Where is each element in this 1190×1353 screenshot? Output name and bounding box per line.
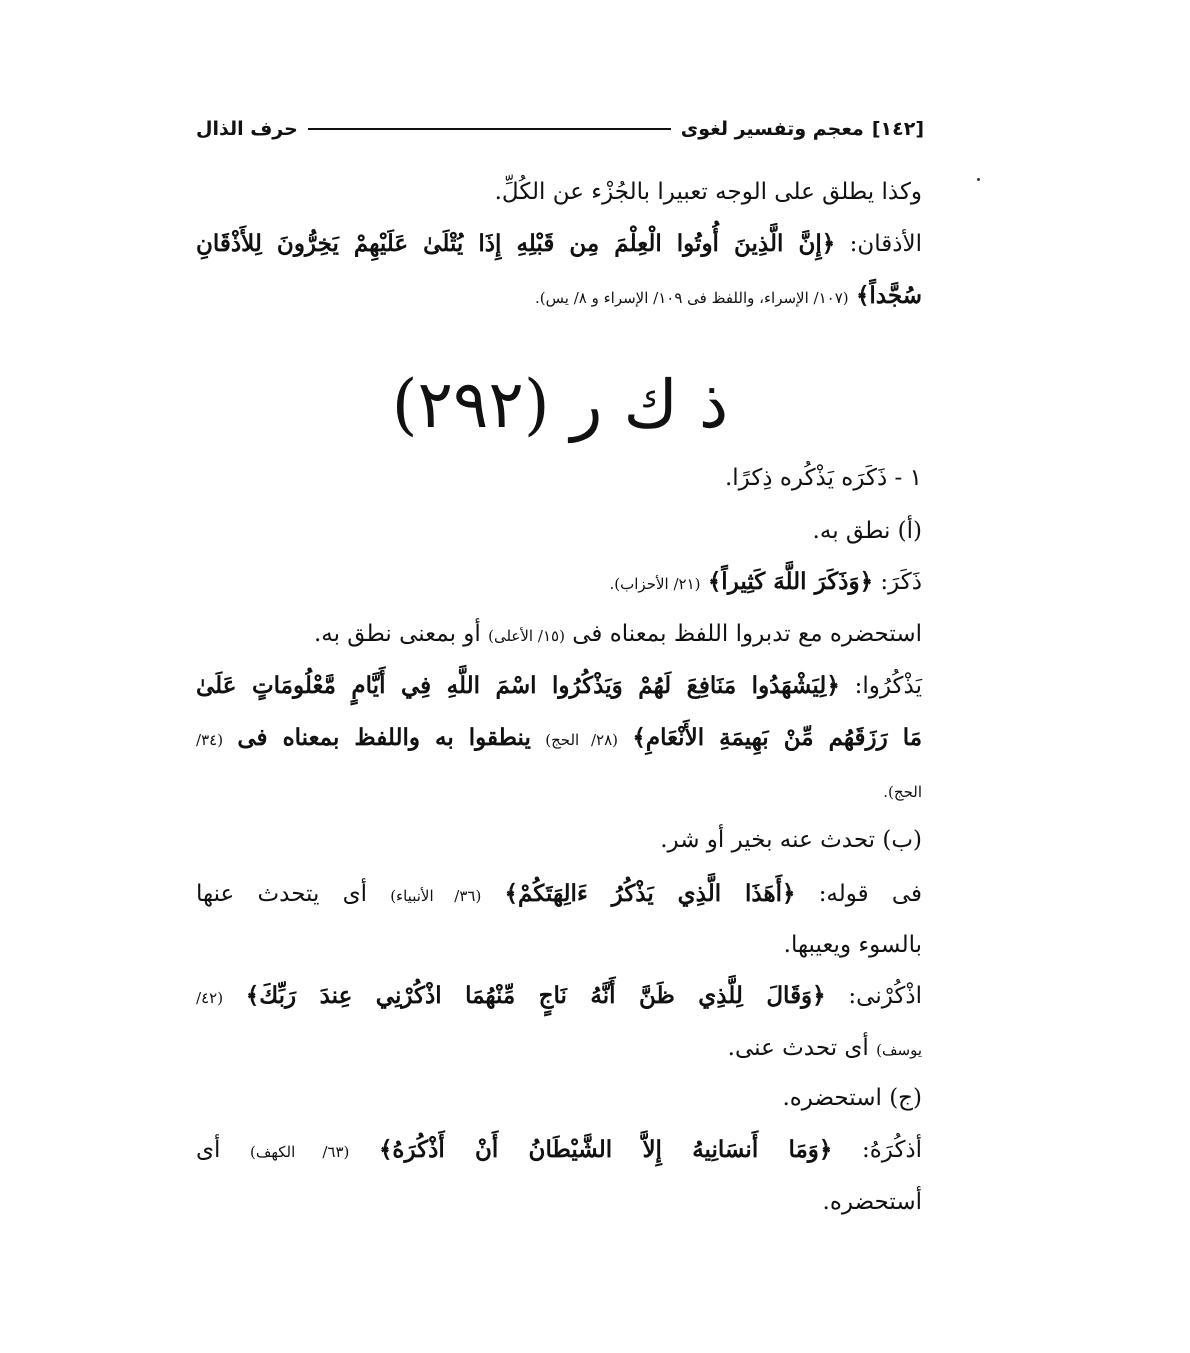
fi-qawlihi: فى قوله:	[818, 881, 923, 907]
scan-speck	[977, 178, 980, 181]
yadhkuru-quote: ﴿لِيَشْهَدُوا مَنَافِعَ لَهُمْ وَيَذْكُرُوا اسْمَ اللَّهِ فِي أَيَّامٍ مَّعْلُومَاتٍ عَلَىٰ	[196, 672, 840, 699]
adhqan-line	[196, 224, 922, 264]
page-number: [١٤٢]	[871, 118, 924, 140]
ahadha-quote: ﴿أَهَذَا الَّذِي يَذْكُرُ ءَالِهَتَكُمْ﴾	[504, 880, 796, 907]
yadhkuru-line-2	[196, 718, 922, 758]
adhkurahu-tail-2: أستحضره.	[822, 1189, 922, 1215]
yadhkuru-reference-3: الحج).	[883, 783, 922, 801]
ahadha-tail-2: بالسوء ويعيبها.	[783, 932, 922, 958]
adhkurahu-reference: (٦٣/ الكهف)	[249, 1143, 350, 1161]
yadhkuru-line	[196, 666, 922, 706]
yadhkuru-quote-end: مَا رَزَقَهُم مِّنْ بَهِيمَةِ الأَنْعَامِ﴾	[632, 724, 923, 751]
yadhkuru-line-3	[196, 770, 922, 810]
adhqan-quote: ﴿إِنَّ الَّذِينَ أُوتُوا الْعِلْمَ مِن قَبْلِهِ إِذَا يُتْلَىٰ عَلَيْهِمْ يَخِرُّونَ لِلأَذْقَانِ	[196, 230, 836, 257]
sub-a-label: (أ) نطق به.	[812, 518, 922, 544]
sub-c-line	[196, 1078, 922, 1118]
text-line-1	[196, 172, 922, 212]
adhkurahu-label: أذكُرَهُ:	[861, 1137, 923, 1163]
yadhkuru-reference-2: (٣٤/	[196, 731, 224, 749]
ahadha-reference: (٣٦/ الأنبياء)	[390, 887, 482, 905]
adhkurahu-line	[196, 1130, 922, 1170]
adhqan-reference: (١٠٧/ الإسراء، واللفظ فى ١٠٩/ الإسراء و ٨/ يس).	[535, 289, 849, 307]
sub-c-label: (ج) استحضره.	[782, 1085, 922, 1111]
dhakara-quote: ﴿وَذَكَرَ اللَّهَ كَثِيراً﴾	[707, 568, 874, 595]
ahadha-line-2	[196, 925, 922, 965]
yadhkuru-label: يَذْكُرُوا:	[854, 673, 922, 699]
istahdar-text: استحضره مع تدبروا اللفظ بمعناه فى	[572, 621, 922, 647]
continuation-text: وكذا يطلق على الوجه تعبيرا بالجُزْء عن الكُلِّ.	[494, 179, 922, 205]
book-title: معجم وتفسير لغوى	[680, 118, 864, 140]
istahdar-text-2: أو بمعنى نطق به.	[313, 621, 481, 647]
istahdar-reference: (١٥/ الأعلى)	[488, 627, 565, 645]
udhkurni-tail: أى تحدث عنى.	[727, 1035, 869, 1061]
adhqan-quote-end: سُجَّداً﴾	[855, 282, 922, 309]
adhqan-label: الأذقان:	[849, 231, 922, 257]
sub-a-line	[196, 511, 922, 551]
header-rule	[308, 128, 671, 130]
ahadha-tail: أى يتحدث عنها	[196, 881, 367, 907]
udhkurni-line-2	[196, 1028, 922, 1068]
udhkurni-line	[196, 976, 922, 1016]
dhakara-label: ذَكَرَ:	[880, 569, 922, 595]
adhkurahu-tail: أى	[196, 1137, 221, 1163]
udhkurni-reference: (٤٢/	[196, 989, 224, 1007]
section-title: حرف الذال	[196, 118, 298, 140]
ahadha-line	[196, 874, 922, 914]
udhkurni-quote: ﴿وَقَالَ لِلَّذِي ظَنَّ أَنَّهُ نَاجٍ مِّنْهُمَا اذْكُرْنِي عِندَ رَبِّكَ﴾	[245, 982, 826, 1009]
sub-b-line	[196, 820, 922, 860]
dhakara-reference: (٢١/ الأحزاب).	[609, 575, 701, 593]
sub-b-label: (ب) تحدث عنه بخير أو شر.	[660, 827, 922, 853]
yadhkuru-tail: ينطقوا به واللفظ بمعناه فى	[237, 724, 531, 751]
udhkurni-label: اذْكُرْنى:	[848, 983, 922, 1009]
dhakara-line	[196, 562, 922, 602]
adhkurahu-line-2	[196, 1182, 922, 1222]
sense-1: ١ - ذَكَرَه يَذْكُره ذِكرًا.	[724, 465, 922, 491]
adhqan-line-2	[196, 276, 922, 316]
entry-heading: ذ ك ر (٢٩٢)	[391, 366, 729, 443]
udhkurni-reference-2: يوسف)	[876, 1041, 922, 1059]
istahdar-line	[196, 614, 922, 654]
yadhkuru-reference: (٢٨/ الحج)	[545, 731, 619, 749]
adhkurahu-quote: ﴿وَمَا أَنسَانِيهُ إِلاَّ الشَّيْطَانُ أَنْ أَذْكُرَهُ﴾	[378, 1136, 833, 1163]
sense-1-line	[196, 458, 922, 498]
running-header	[196, 112, 924, 146]
